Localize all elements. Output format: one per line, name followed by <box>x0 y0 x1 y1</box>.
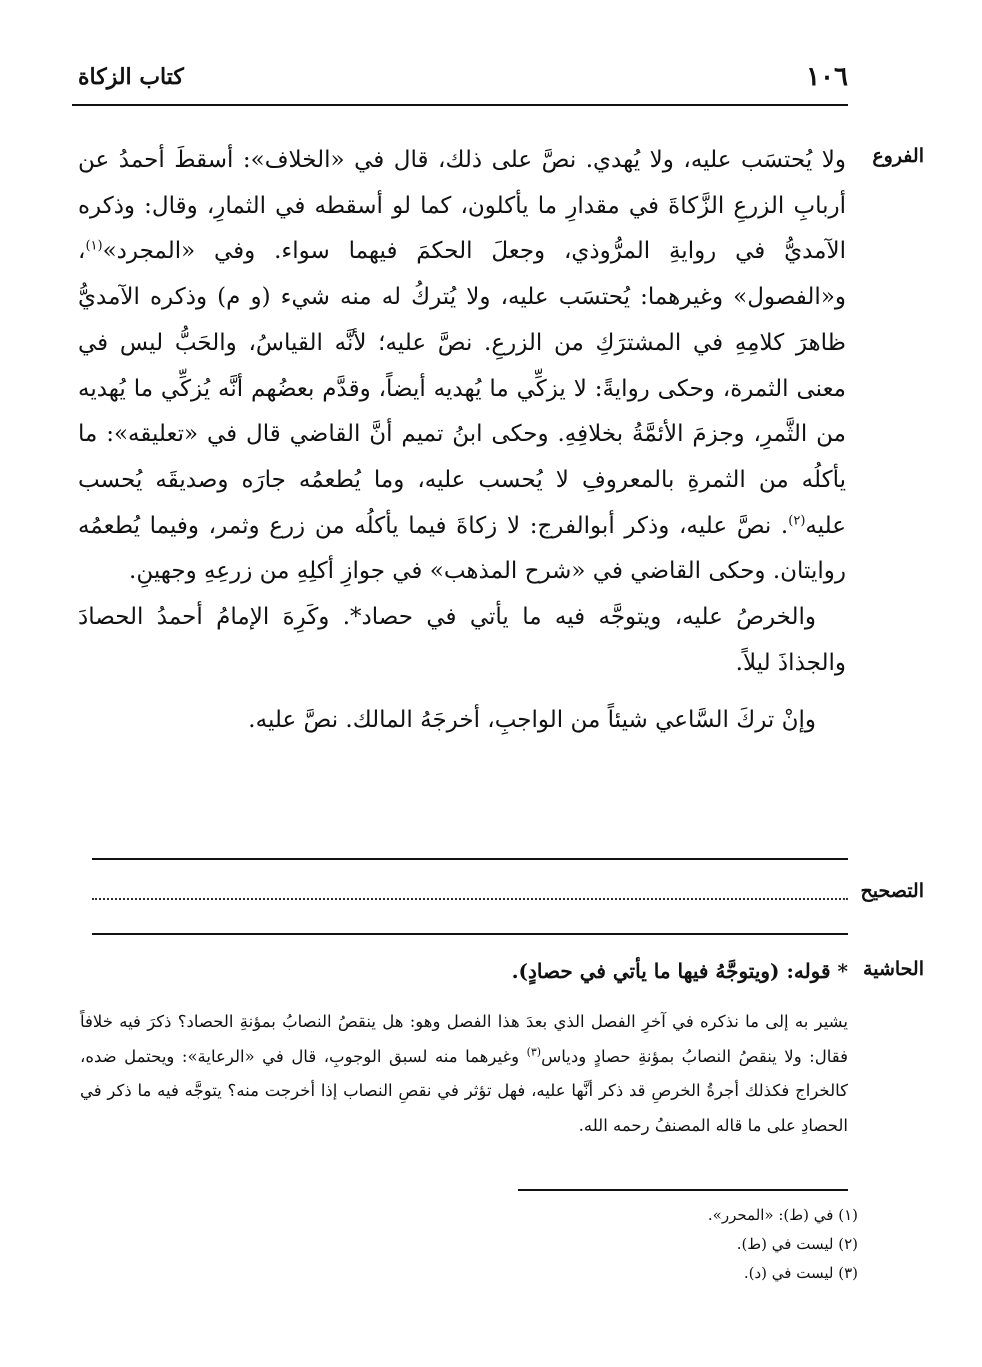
hashiya-body-part-b: وغيرهما منه لسبق الوجوبِ، قال في «الرعاية»: ويحتمل ضده، كالخراج فكذلك أجرةُ الخرصِ قد ذكر أنَّها عليه، فهل تؤثر في نقصِ النصاب إذا أخرجت منه؟ يتوجَّه فيه ما ذكر في الحصادِ على ما قاله المصنفُ رحمه الله. <box>80 1046 848 1135</box>
footnote-ref-3: (٣) <box>526 1045 542 1059</box>
footnote-1: (١) في (ط): «المحرر». <box>707 1206 858 1224</box>
footnote-rule <box>518 1189 848 1191</box>
book-title: كتاب الزكاة <box>78 64 184 90</box>
main-paragraph-1 <box>78 138 846 595</box>
hashiya-lead: * قوله: (ويتوجَّهُ فيها ما يأتي في حصادٍ). <box>511 959 848 983</box>
tashih-dotted-line <box>92 888 848 900</box>
main-paragraph-1-part-a: ولا يُحتسَب عليه، ولا يُهدي. نصَّ على ذلك، قال في «الخلاف»: أسقطَ أحمدُ عن أربابِ الزرعِ الزَّكاةَ في مقدارِ ما يأكلون، كما لو أسقطه في الثمارِ، وقال: وذكره الآمديُّ في روايةِ المرُّوذي، وجعلَ الحكمَ فيهما سواء. وفي «المجرد» <box>78 147 846 265</box>
page-number: ١٠٦ <box>806 62 848 92</box>
footnotes <box>560 1201 858 1288</box>
hashiya-body-part-a: يشير به إلى ما نذكره في آخرِ الفصل الذي بعدَ هذا الفصل وهو: هل ينقصُ النصابُ بمؤنةِ الحصاد؟ ذكرَ فيه خلافاً فقال: ولا ينقصُ النصابُ بمؤنةِ حصادٍ ودياس <box>80 1012 848 1066</box>
running-header <box>72 62 848 106</box>
hashiya-body <box>80 1005 848 1143</box>
footnote-ref-1: (١) <box>85 238 103 254</box>
divider-top <box>92 858 848 860</box>
main-paragraph-1-part-c: . نصَّ عليه، وذكر أبوالفرج: لا زكاةَ فيما يأكلُه من زرع وثمر، وفيما يُطعمُه روايتان. وحكى القاضي في «شرح المذهب» في جوازِ أكلِهِ من زرعِهِ وجهينِ. <box>78 512 846 585</box>
margin-label-hashiya: الحاشية <box>863 958 924 980</box>
footnote-2: (٢) ليست في (ط). <box>736 1235 858 1253</box>
main-paragraph-2: والخرصُ عليه، ويتوجَّه فيه ما يأتي في حصاد*. وكَرِهَ الإمامُ أحمدُ الحصادَ والجذاذَ ليلاً. <box>78 604 846 676</box>
main-paragraph-1-part-b: ، و«الفصول» وغيرهما: يُحتسَب عليه، ولا يُتركُ له منه شيء (و م) وذكره الآمديُّ ظاهرَ كلامِهِ في المشترَكِ من الزرعِ. نصَّ عليه؛ لأنَّه القياسُ، والحَبُّ ليس في معنى الثمرة، وحكى روايةً: لا يزكِّي ما يُهديه أيضاً، وقدَّم بعضُهم أنَّه يُزكِّي ما يُهديه من الثَّمرِ، وجزمَ الأئمَّةُ بخلافِهِ. وحكى ابنُ تميم أنَّ القاضي قال في «تعليقه»: ما يأكلُه من الثمرةِ بالمعروفِ لا يُحسب عليه، وما يُطعمُه جارَه وصديقَه يُحسب عليه <box>78 238 846 539</box>
divider-bottom <box>92 933 848 935</box>
main-text <box>78 138 846 744</box>
margin-label-tashih: التصحيح <box>860 880 924 902</box>
main-paragraph-3: وإنْ تركَ السَّاعي شيئاً من الواجبِ، أخرجَهُ المالك. نصَّ عليه. <box>248 707 816 734</box>
footnote-3: (٣) ليست في (د). <box>743 1264 858 1282</box>
footnote-ref-2: (٢) <box>788 512 806 528</box>
margin-label-furu: الفروع <box>872 145 924 167</box>
